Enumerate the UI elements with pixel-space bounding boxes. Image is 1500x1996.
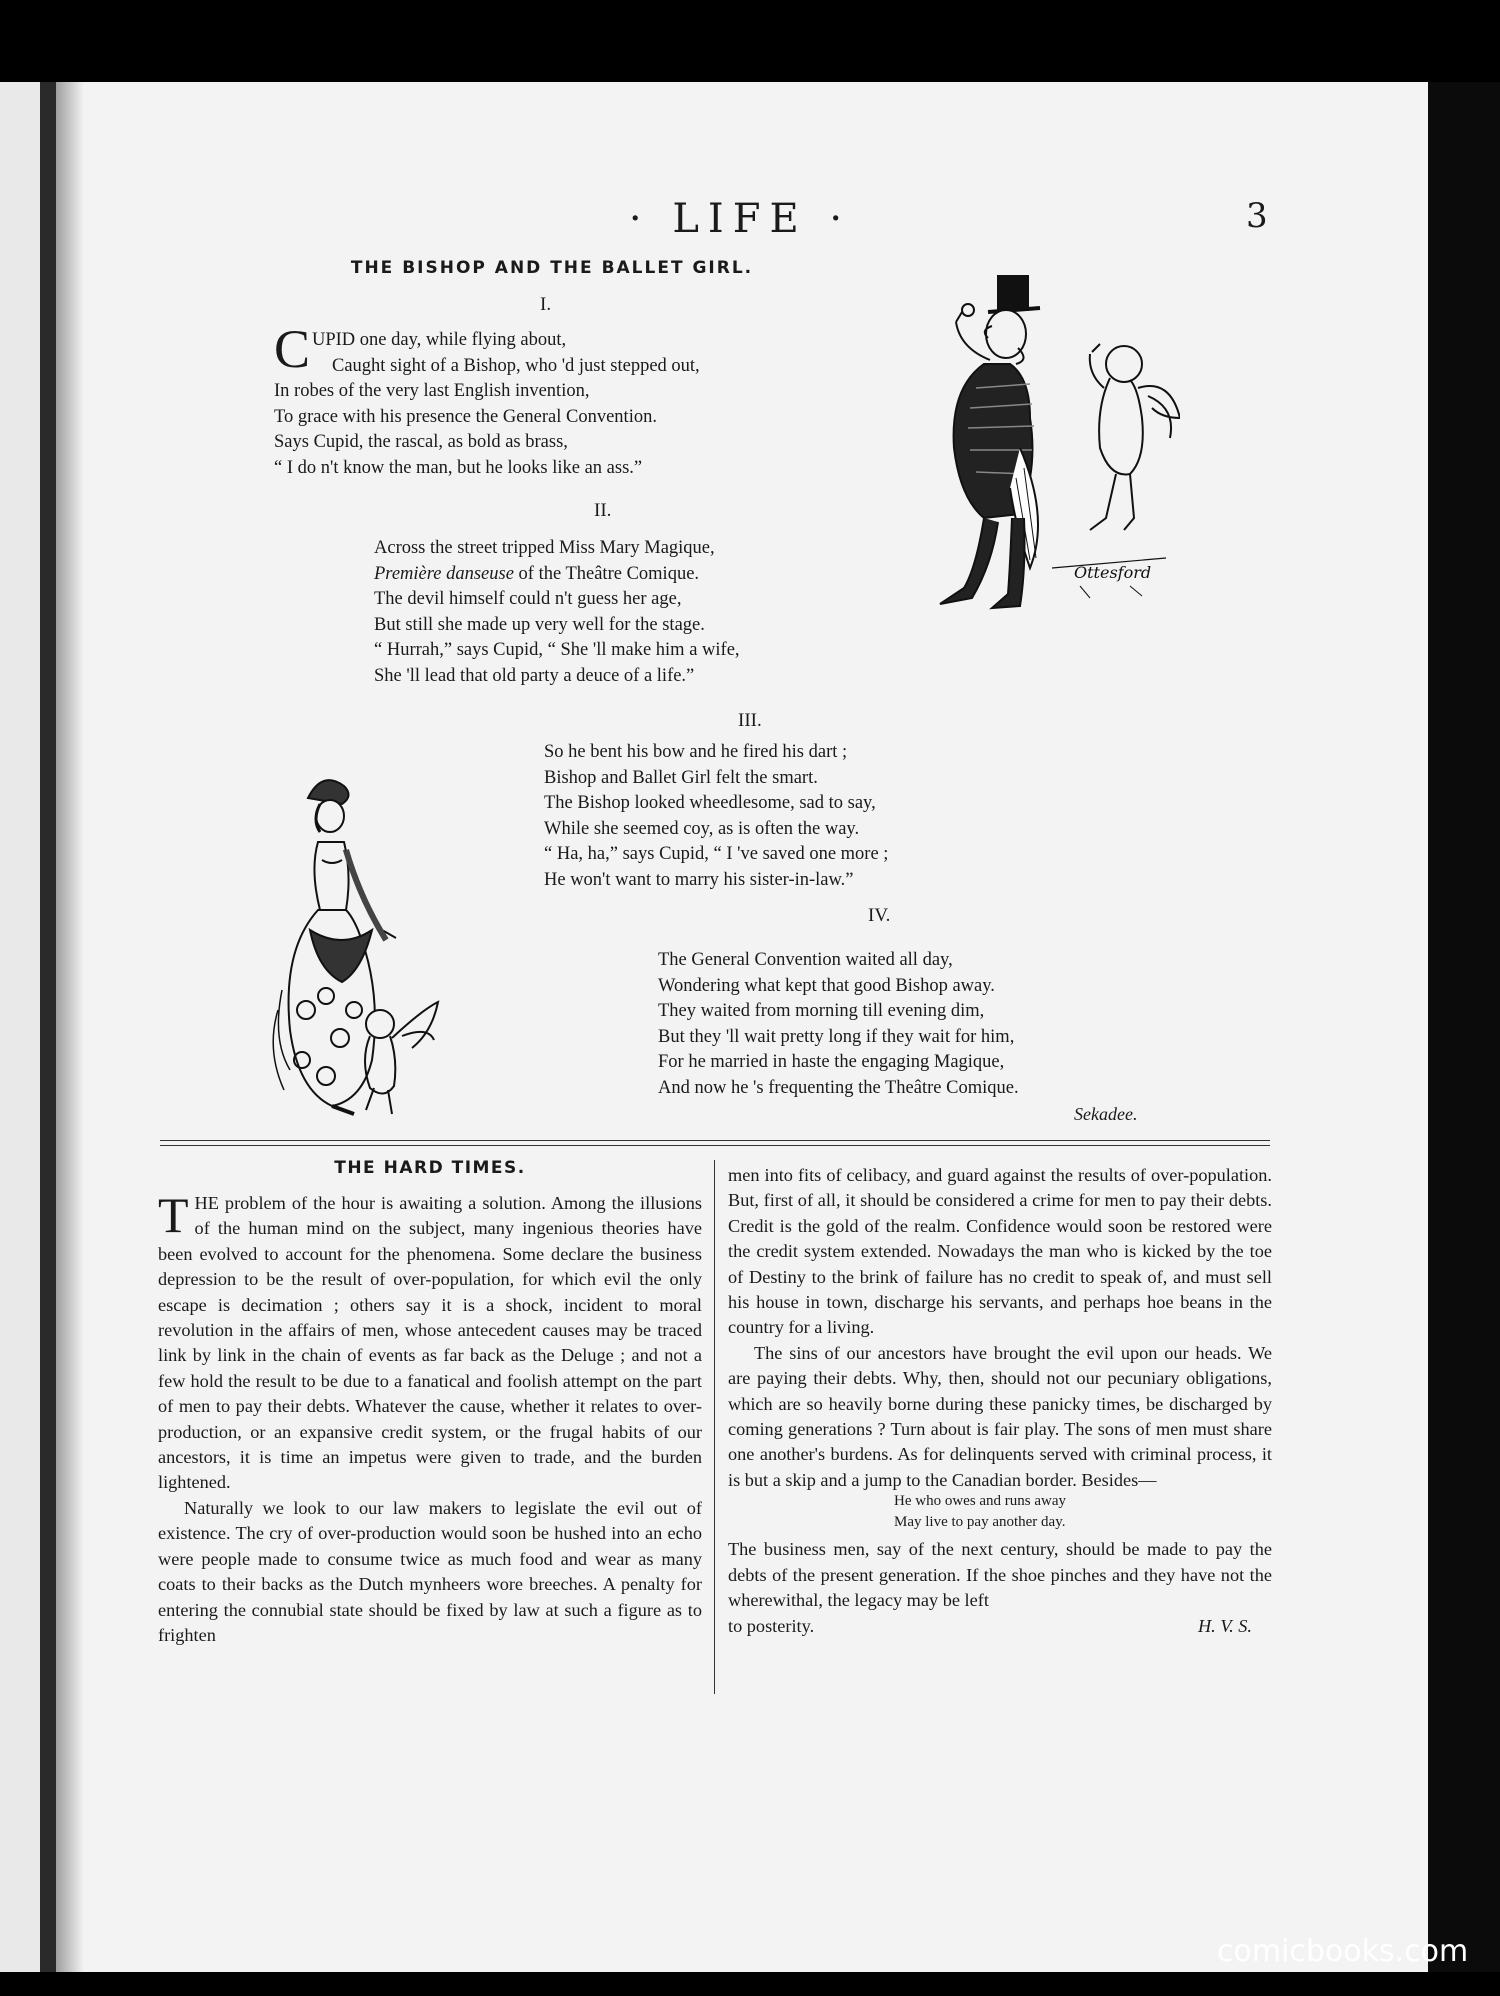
stanza-1 (312, 328, 700, 379)
article-right-column (728, 1163, 1272, 1639)
verse-line: “ Ha, ha,” says Cupid, “ I 've saved one more ; (544, 844, 889, 864)
verse-line: The Bishop looked wheedlesome, sad to say, (544, 793, 876, 813)
poem-title: THE BISHOP AND THE BALLET GIRL. (350, 258, 754, 278)
couplet (894, 1491, 1272, 1533)
verse-line: Across the street tripped Miss Mary Magique, (374, 538, 715, 558)
article-paragraph: Naturally we look to our law makers to legislate the evil out of existence. The cry of over-production would soon be hushed into an echo were people made to consume twice as much food and wear as many coats to their backs as the Dutch mynheers wore breeches. A penalty for entering the connubial state should be fixed by law at such a figure as to frighten (158, 1497, 702, 1645)
verse-line: “ Hurrah,” says Cupid, “ She 'll make him a wife, (374, 640, 740, 660)
verse-line: The devil himself could n't guess her age, (374, 589, 682, 609)
verse-line: Wondering what kept that good Bishop away. (658, 975, 995, 996)
stanza-numeral: II. (594, 500, 612, 521)
verse-line: UPID one day, while flying about, (312, 330, 567, 350)
drop-cap: C (274, 319, 311, 379)
verse-line-premiere (374, 562, 740, 588)
verse-line: And now he 's frequenting the Theâtre Comique. (658, 1077, 1019, 1098)
article-paragraph: The sins of our ancestors have brought the evil upon our heads. We are paying their debts. Why, then, should not our pecuniary obligations, which are so heavily borne during these panicky times, be discharged by coming generations ? Turn about is fair play. The sons of men must share one another's burdens. As for delinquents served with criminal process, it is but a skip and a jump to the Canadian border. Besides— (728, 1342, 1272, 1490)
stanza-2 (374, 536, 740, 689)
verse-line: Says Cupid, the rascal, as bold as brass, (274, 432, 568, 452)
column-divider (714, 1160, 715, 1694)
verse-line: Bishop and Ballet Girl felt the smart. (544, 767, 818, 788)
verse-line: While she seemed coy, as is often the way. (544, 818, 860, 839)
article-left-column (158, 1187, 702, 1648)
illustrator-signature: Ottesford (1074, 563, 1152, 582)
couplet-line: May live to pay another day. (894, 1514, 1066, 1531)
verse-line-tail: of the Theâtre Comique. (513, 563, 700, 584)
verse-line: “ I do n't know the man, but he looks like an ass.” (274, 457, 643, 478)
section-rule-bottom (160, 1145, 1270, 1146)
article-paragraph (158, 1187, 702, 1496)
binding-gutter (40, 82, 56, 1972)
bishop-cupid-illustration (880, 268, 1180, 618)
article-title: THE HARD TIMES. (334, 1158, 526, 1178)
verse-line: Caught sight of a Bishop, who 'd just stepped out, (332, 355, 700, 376)
gutter-shadow (56, 82, 84, 1972)
paragraph-text: HE problem of the hour is awaiting a solution. Among the illusions of the human mind on the subject, many ingenious theories have been evolved to account for the phenomena. Some declare the business depression to be the result of over-population, for which evil the only escape is decimation ; others say it is a shock, incident to moral revolution in the affairs of men, whose antecedent causes may be traced link by link in the chain of events as far back as the Deluge ; and not a few hold the result to be due to a fanatical and foolish attempt on the part of men to pay their debts. Whatever the cause, whether it relates to over-production, or an expansive credit system, or the frugal habits of our ancestors, it is time an impetus were given to trade, and the burden lightened. (158, 1193, 702, 1493)
stanza-numeral: III. (738, 710, 762, 731)
stanza-4 (658, 948, 1019, 1101)
verse-line: So he bent his bow and he fired his dart ; (544, 742, 848, 762)
article-signature: H. V. S. (1197, 1615, 1252, 1636)
verse-line: But still she made up very well for the stage. (374, 614, 705, 635)
stanza-numeral: I. (540, 294, 552, 315)
italic-phrase: Première danseuse (374, 563, 514, 584)
stanza-1-cont (274, 379, 657, 481)
verse-line: They waited from morning till evening dim, (658, 1001, 985, 1021)
verse-line: For he married in haste the engaging Magique, (658, 1052, 1005, 1072)
verse-line: She 'll lead that old party a deuce of a life.” (374, 665, 695, 686)
couplet-line: He who owes and runs away (894, 1493, 1067, 1510)
masthead-title: · LIFE · (628, 196, 852, 242)
verse-line: To grace with his presence the General Convention. (274, 406, 657, 427)
verse-line: In robes of the very last English invention, (274, 381, 590, 401)
closing-line (728, 1614, 1272, 1639)
verse-line: The General Convention waited all day, (658, 950, 953, 970)
poem-signature: Sekadee. (1074, 1104, 1138, 1124)
scan-border (1428, 82, 1500, 1972)
page-number: 3 (1246, 196, 1268, 236)
article-paragraph: men into fits of celibacy, and guard against the results of over-population. But, first of all, it should be considered a crime for men to pay their debts. Credit is the gold of the realm. Confidence would soon be restored were the credit system extended. Nowadays the man who is kicked by the toe of Destiny to the brink of failure has no credit to speak of, and must sell his house in town, discharge his servants, and perhaps hoe beans in the country for a living. (728, 1165, 1272, 1338)
ballet-girl-illustration (262, 770, 452, 1130)
stanza-3 (544, 740, 888, 893)
drop-cap: T (158, 1187, 189, 1243)
closing-text: to posterity. (728, 1615, 815, 1636)
section-rule-top (160, 1140, 1270, 1141)
article-paragraph: The business men, say of the next century, should be made to pay the debts of the present generation. If the shoe pinches and they have not the wherewithal, the legacy may be left (728, 1539, 1272, 1611)
verse-line: But they 'll wait pretty long if they wait for him, (658, 1026, 1015, 1047)
stanza-numeral: IV. (868, 905, 891, 926)
verse-line: He won't want to marry his sister-in-law.” (544, 869, 854, 890)
watermark: comicbooks.com (1217, 1934, 1469, 1969)
